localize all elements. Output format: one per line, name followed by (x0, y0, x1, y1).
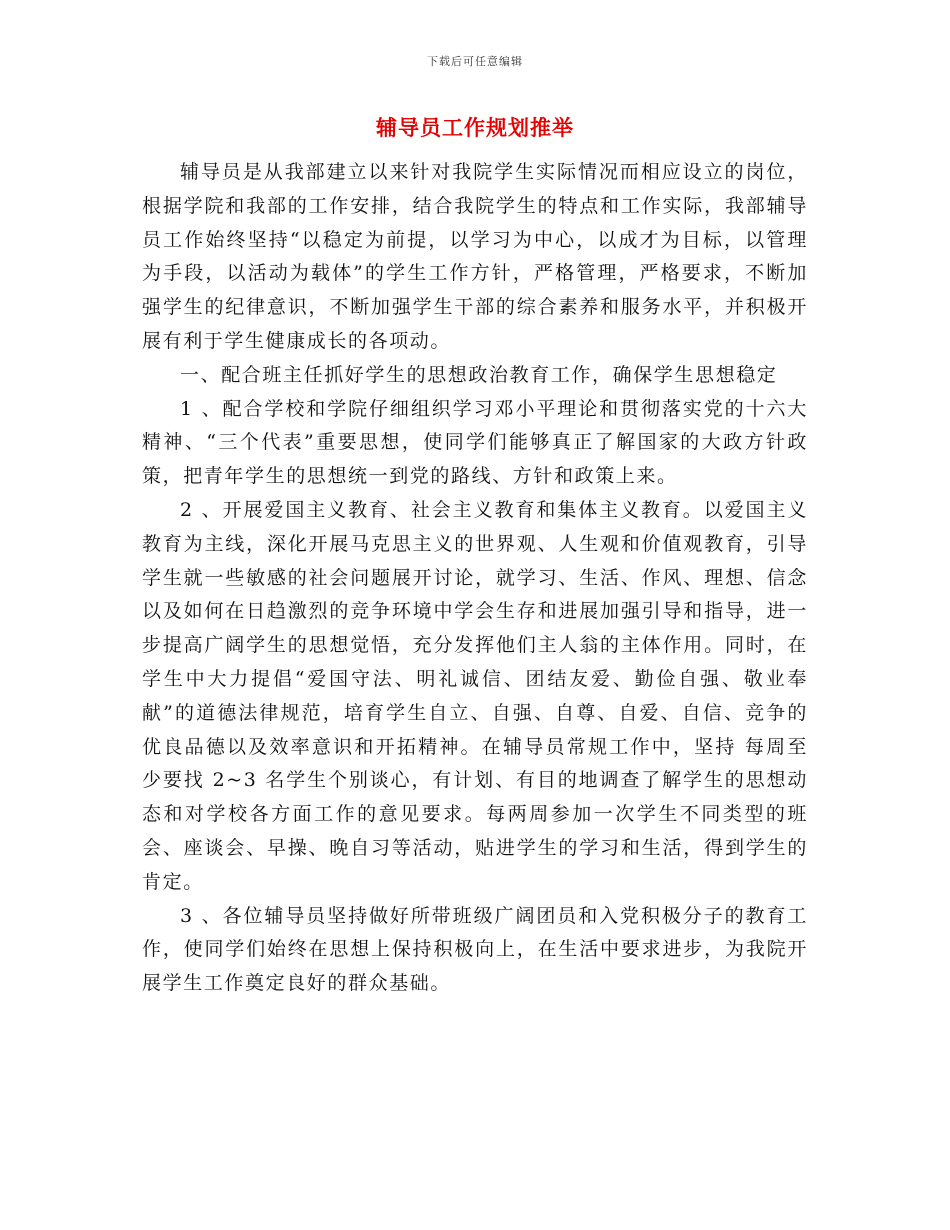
page-header-note: 下载后可任意编辑 (427, 55, 523, 68)
document-body (142, 156, 808, 1001)
paragraph-item-1: 1 、配合学校和学院仔细组织学习邓小平理论和贯彻落实党的十六大精神、“三个代表”重要思想，使同学们能够真正了解国家的大政方针政策，把青年学生的思想统一到党的路线、方针和政策上来。 (142, 397, 808, 488)
paragraph-item-3: 3 、各位辅导员坚持做好所带班级广阔团员和入党积极分子的教育工作，使同学们始终在思想上保持积极向上，在生活中要求进步，为我院开展学生工作奠定良好的群众基础。 (142, 904, 808, 995)
document-title: 辅导员工作规划推举 (376, 115, 574, 140)
paragraph-section-1-heading: 一、配合班主任抓好学生的思想政治教育工作，确保学生思想稳定 (180, 363, 778, 386)
paragraph-intro: 辅导员是从我部建立以来针对我院学生实际情况而相应设立的岗位，根据学院和我部的工作安排，结合我院学生的特点和工作实际，我部辅导员工作始终坚持“以稳定为前提，以学习为中心，以成才为目标，以管理为手段，以活动为载体”的学生工作方针，严格管理，严格要求，不断加强学生的纪律意识，不断加强学生干部的综合素养和服务水平，并积极开展有利于学生健康成长的各项动。 (142, 161, 808, 352)
paragraph-item-2: 2 、开展爱国主义教育、社会主义教育和集体主义教育。以爱国主义教育为主线，深化开展马克思主义的世界观、人生观和价值观教育，引导学生就一些敏感的社会问题展开讨论，就学习、生活、作风、理想、信念以及如何在日趋激烈的竞争环境中学会生存和进展加强引导和指导，进一步提高广阔学生的思想觉悟，充分发挥他们主人翁的主体作用。同时，在学生中大力提倡“爱国守法、明礼诚信、团结友爱、勤俭自强、敬业奉献”的道德法律规范，培育学生自立、自强、自尊、自爱、自信、竞争的优良品德以及效率意识和开拓精神。在辅导员常规工作中，坚持 每周至少要找 2~3 名学生个别谈心，有计划、有目的地调查了解学生的思想动态和对学校各方面工作的意见要求。每两周参加一次学生不同类型的班会、座谈会、早操、晚自习等活动，贴进学生的学习和生活，得到学生的肯定。 (142, 498, 808, 893)
